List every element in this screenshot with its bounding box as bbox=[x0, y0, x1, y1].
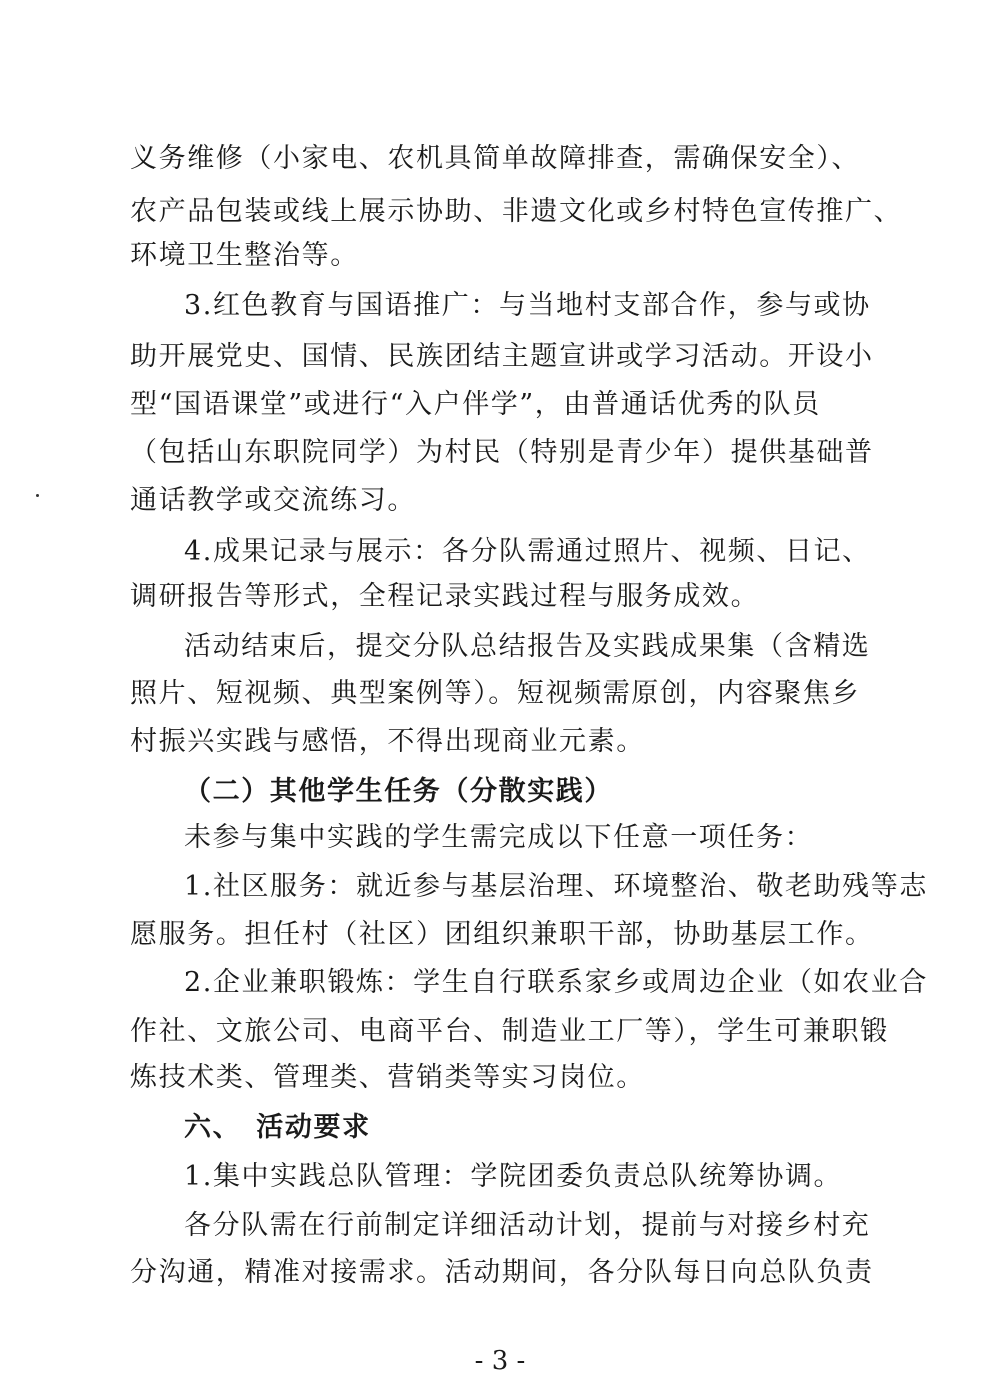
body-line: 村振兴实践与感悟，不得出现商业元素。 bbox=[130, 726, 645, 757]
body-line: 农产品包装或线上展示协助、非遗文化或乡村特色宣传推广、 bbox=[130, 196, 903, 227]
body-line: 环境卫生整治等。 bbox=[130, 240, 359, 271]
page-number: - 3 - bbox=[474, 1346, 526, 1376]
body-line: 型“国语课堂”或进行“入户伴学”，由普通话优秀的队员 bbox=[130, 389, 821, 420]
section-heading: （二）其他学生任务（分散实践） bbox=[184, 776, 613, 807]
body-line: 活动结束后，提交分队总结报告及实践成果集（含精选 bbox=[184, 631, 871, 662]
chapter-heading: 六、 活动要求 bbox=[184, 1112, 371, 1143]
body-line: 分沟通，精准对接需求。活动期间，各分队每日向总队负责 bbox=[130, 1257, 874, 1288]
scan-speck bbox=[36, 494, 39, 497]
body-line: 愿服务。担任村（社区）团组织兼职干部，协助基层工作。 bbox=[130, 919, 874, 950]
body-line: 3.红色教育与国语推广：与当地村支部合作，参与或协 bbox=[184, 290, 871, 321]
body-line: 未参与集中实践的学生需完成以下任意一项任务： bbox=[184, 822, 814, 853]
body-line: 1.集中实践总队管理：学院团委负责总队统筹协调。 bbox=[184, 1161, 843, 1192]
body-line: 炼技术类、管理类、营销类等实习岗位。 bbox=[130, 1062, 645, 1093]
body-line: 调研报告等形式，全程记录实践过程与服务成效。 bbox=[130, 581, 760, 612]
body-line: 作社、文旅公司、电商平台、制造业工厂等），学生可兼职锻 bbox=[130, 1016, 889, 1047]
body-line: 2.企业兼职锻炼：学生自行联系家乡或周边企业（如农业合 bbox=[184, 967, 928, 998]
body-line: （包括山东职院同学）为村民（特别是青少年）提供基础普 bbox=[130, 437, 874, 468]
body-line: 各分队需在行前制定详细活动计划，提前与对接乡村充 bbox=[184, 1210, 871, 1241]
body-line: 义务维修（小家电、农机具简单故障排查，需确保安全）、 bbox=[130, 143, 861, 174]
body-line: 助开展党史、国情、民族团结主题宣讲或学习活动。开设小 bbox=[130, 341, 874, 372]
body-line: 通话教学或交流练习。 bbox=[130, 485, 416, 516]
body-line: 1.社区服务：就近参与基层治理、环境整治、敬老助残等志 bbox=[184, 871, 928, 902]
body-line: 照片、短视频、典型案例等）。短视频需原创，内容聚焦乡 bbox=[130, 678, 861, 709]
body-line: 4.成果记录与展示：各分队需通过照片、视频、日记、 bbox=[184, 536, 871, 567]
